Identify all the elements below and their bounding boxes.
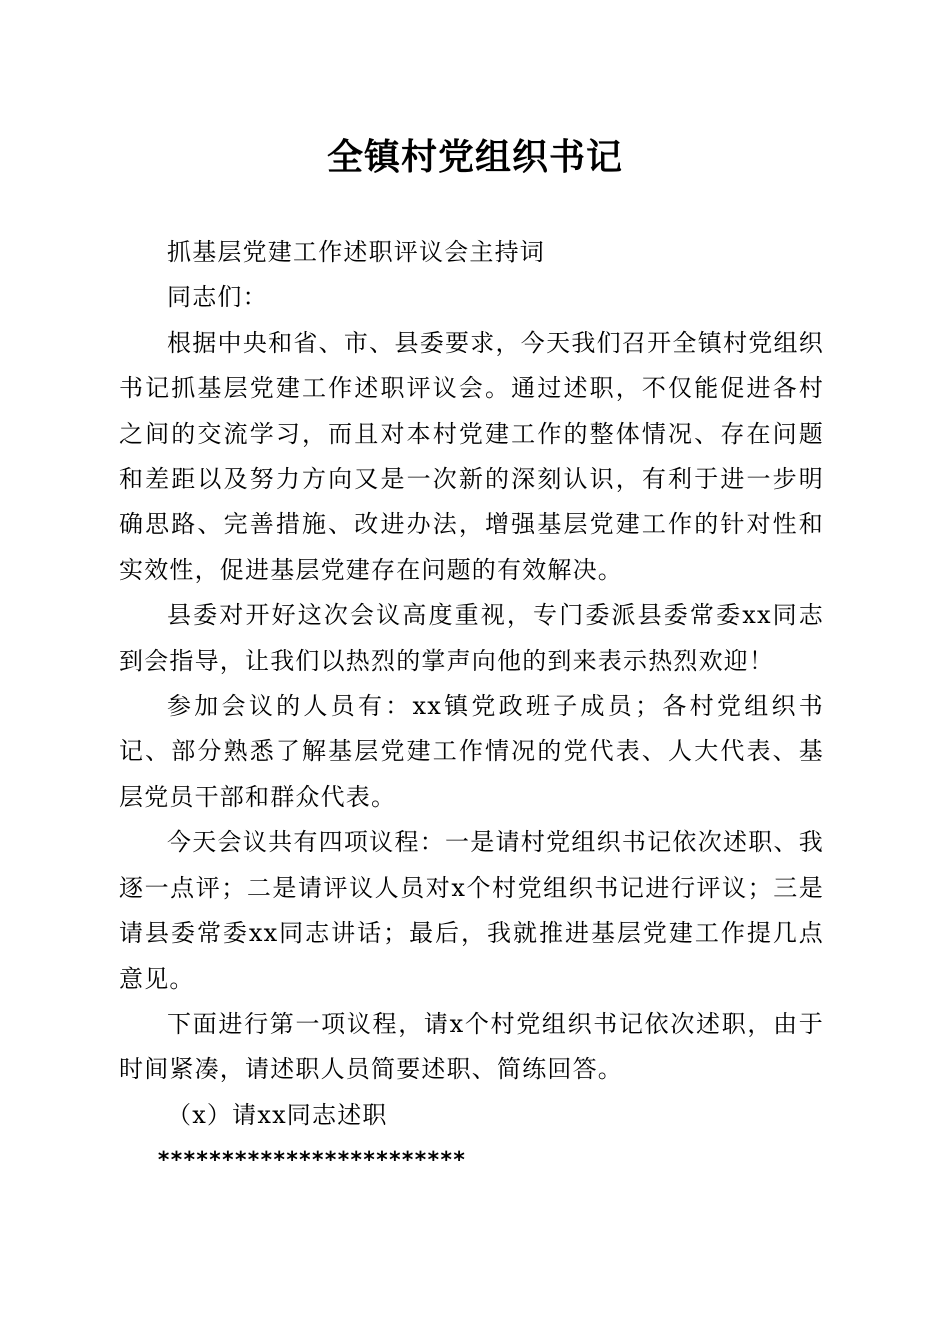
paragraph-agenda: 今天会议共有四项议程：一是请村党组织书记依次述职、我逐一点评；二是请评议人员对x个村党组织书记进行评议；三是请县委常委xx同志讲话；最后，我就推进基层党建工作提几点意见。 xyxy=(119,828,824,993)
paragraph-attendees: 参加会议的人员有：xx镇党政班子成员；各村党组织书记、部分熟悉了解基层党建工作情况的党代表、人大代表、基层党员干部和群众代表。 xyxy=(119,692,824,811)
document-body xyxy=(119,230,824,1184)
paragraph-speaker-call: （x）请xx同志述职 xyxy=(167,1100,388,1129)
greeting: 同志们： xyxy=(167,283,268,312)
paragraph-welcome: 县委对开好这次会议高度重视，专门委派县委常委xx同志到会指导，让我们以热烈的掌声向他的到来表示热烈欢迎！ xyxy=(119,601,824,675)
paragraph-first-item: 下面进行第一项议程，请x个村党组织书记依次述职，由于时间紧凑，请述职人员简要述职、简练回答。 xyxy=(119,1009,824,1084)
document-title: 全镇村党组织书记 xyxy=(326,136,623,178)
speech-subtitle: 抓基层党建工作述职评议会主持词 xyxy=(167,238,545,266)
separator-stars: ************************ xyxy=(157,1148,466,1174)
paragraph-purpose: 根据中央和省、市、县委要求，今天我们召开全镇村党组织书记抓基层党建工作述职评议会。通过述职，不仅能促进各村之间的交流学习，而且对本村党建工作的整体情况、存在问题和差距以及努力方向又是一次新的深刻认识，有利于进一步明确思路、完善措施、改进办法，增强基层党建工作的针对性和实效性，促进基层党建存在问题的有效解决。 xyxy=(119,328,824,584)
